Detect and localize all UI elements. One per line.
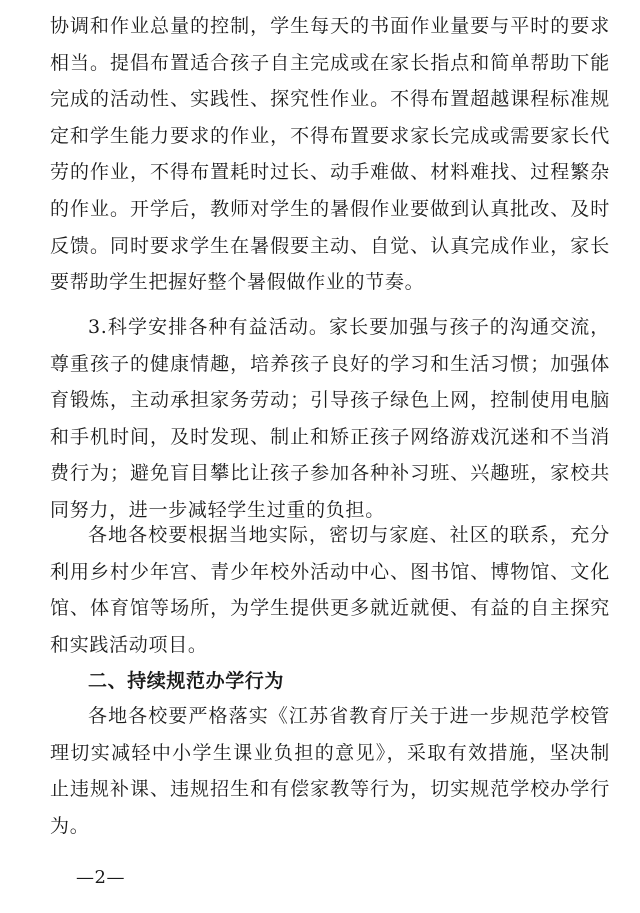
paragraph-item-3-activities: 3.科学安排各种有益活动。家长要加强与孩子的沟通交流，尊重孩子的健康情趣，培养孩子良好的学习和生活习惯；加强体育锻炼，主动承担家务劳动；引导孩子绿色上网，控制使用电脑和手机时间，及时发现、制止和矫正孩子网络游戏沉迷和不当消费行为；避免盲目攀比让孩子参加各种补习班、兴趣班，家校共同努力，进一步减轻学生过重的负担。 [50,316,610,521]
paragraph-local-schools: 各地各校要根据当地实际，密切与家庭、社区的联系，充分利用乡村少年宫、青少年校外活动中心、图书馆、博物馆、文化馆、体育馆等场所，为学生提供更多就近就便、有益的自主探究和实践活动项目。 [50,524,610,656]
paragraph-homework-continued: 协调和作业总量的控制，学生每天的书面作业量要与平时的要求相当。提倡布置适合孩子自主完成或在家长指点和简单帮助下能完成的活动性、实践性、探究性作业。不得布置超越课程标准规定和学生能力要求的作业，不得布置要求家长完成或需要家长代劳的作业，不得布置耗时过长、动手难做、材料难找、过程繁杂的作业。开学后，教师对学生的暑假作业要做到认真批改、及时反馈。同时要求学生在暑假要主动、自觉、认真完成作业，家长要帮助学生把握好整个暑假做作业的节奏。 [50,15,610,294]
section-heading: 二、持续规范办学行为 [88,670,285,692]
page-number: —2— [76,867,125,888]
paragraph-section-2: 各地各校要严格落实《江苏省教育厅关于进一步规范学校管理切实减轻中小学生课业负担的意见》，采取有效措施，坚决制止违规补课、违规招生和有偿家教等行为，切实规范学校办学行为。 [50,705,610,837]
